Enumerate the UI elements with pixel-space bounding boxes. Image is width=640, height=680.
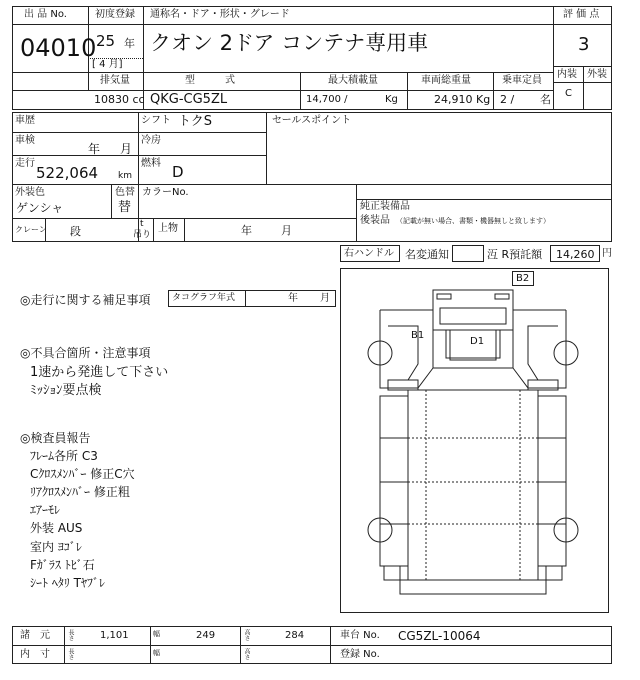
defects-title: ◎不具合箇所・注意事項 [20, 346, 151, 360]
cab-right-side [513, 310, 566, 388]
inspector-title: ◎検査員報告 [20, 431, 91, 445]
mileage-label: 走行 [15, 158, 35, 169]
rear-bumper [400, 580, 546, 594]
color-no-label: カラーNo. [142, 187, 189, 198]
inspection-month: 月 [120, 142, 133, 156]
tachograph-label: タコグラフ年式 [172, 293, 236, 303]
length-label: 長さ [67, 629, 74, 641]
upper-label: 上物 [158, 223, 178, 234]
inner-dims-label: 内 寸 [20, 649, 50, 660]
vehicle-name: クオン 2ドア コンテナ専用車 [150, 31, 429, 55]
inspector-note: 外装 AUS [30, 521, 83, 535]
mileage-unit: km [118, 171, 132, 181]
shift-value: トクS [178, 114, 212, 129]
aftermarket-label: 後装品 [360, 215, 390, 226]
registration-year: 25 [96, 32, 116, 50]
max-load-value: 14,700 / [306, 94, 348, 105]
crane-label: クレーン [15, 225, 47, 234]
mark-d1: D1 [470, 336, 485, 347]
capacity-label: 乗車定員 [502, 75, 542, 86]
mark-b1: B1 [411, 330, 425, 341]
gross-weight-label: 車両総重量 [421, 75, 471, 86]
gross-weight-value: 24,910 Kg [434, 93, 491, 106]
history-label: 車歴 [15, 115, 35, 126]
fuel-value: D [172, 163, 184, 181]
interior-grade: C [565, 88, 572, 99]
inspector-note: Cｸﾛｽﾒﾝﾊﾞｰ 修正C穴 [30, 467, 135, 481]
inspector-note: ｴｱｰﾓﾚ [30, 503, 61, 517]
rating-label: 評 価 点 [563, 9, 600, 20]
factory-equipment-label: 純正装備品 [360, 201, 410, 212]
interior-label: 内装 [557, 69, 577, 80]
dims-label: 諸 元 [20, 630, 50, 641]
registration-month: [ 4 月] [92, 59, 123, 70]
sales-point-label: セールスポイント [272, 115, 352, 126]
inner-length-label: 長さ [67, 648, 74, 660]
defect-line: 1速から発進して下さい [30, 365, 169, 380]
model-label: 型 式 [185, 75, 235, 86]
width-label: 幅 [153, 630, 160, 638]
tachograph-month: 月 [320, 293, 330, 304]
diagram-frame [341, 269, 609, 613]
inner-height-label: 高さ [243, 648, 250, 660]
shift-label: シフト [141, 115, 171, 126]
ext-color-label: 外装色 [15, 187, 45, 198]
exterior-label: 外装 [587, 69, 607, 80]
cargo-left-panel [380, 396, 408, 566]
capacity-value: 2 / [500, 93, 515, 106]
inspector-note: Fｶﾞﾗｽ ﾄﾋﾞ石 [30, 558, 95, 572]
inspector-note: 室内 ﾖｺﾞﾚ [30, 540, 82, 554]
odometer-deposit-label: 沍 R預託額 [487, 248, 543, 261]
displacement-label: 排気量 [100, 75, 130, 86]
ext-color-value: ゲンシャ [16, 201, 64, 215]
lot-number: 04010 [20, 34, 97, 62]
lot-label: 出 品 No. [24, 9, 67, 20]
yen-unit: 円 [602, 248, 612, 259]
model-code: QKG-CG5ZL [150, 92, 228, 107]
inspector-note: ﾌﾚｰﾑ各所 C3 [30, 449, 98, 463]
width-value: 249 [196, 630, 216, 641]
tachograph-year: 年 [288, 293, 298, 304]
supplement-title: ◎走行に関する補足事項 [20, 293, 151, 307]
height-label: 高さ [243, 629, 250, 641]
truck-damage-diagram [340, 268, 610, 614]
ac-label: 冷房 [141, 135, 161, 146]
right-hand-drive: 右ハンドル [344, 248, 394, 259]
registration-label: 登録 No. [340, 649, 380, 660]
year-unit: 年 [124, 37, 135, 50]
upper-month: 月 [281, 224, 292, 237]
length-value: 1,101 [100, 630, 129, 641]
defect-line: ﾐｯｼｮﾝ要点検 [30, 383, 102, 398]
crane-ton: t [140, 219, 144, 229]
inspector-note: ｼｰﾄ ﾍﾀﾘ Tﾔﾌﾞﾚ [30, 576, 105, 590]
fuel-label: 燃料 [141, 158, 161, 169]
crane-hang: 吊り [133, 230, 152, 240]
aftermarket-note: （記載が無い場合、書類・機器無しと致します） [396, 217, 550, 225]
mileage-value: 522,064 [36, 164, 99, 182]
mark-b2: B2 [516, 273, 530, 284]
mirror-left [437, 294, 451, 299]
capacity-unit: 名 [540, 93, 551, 106]
chassis-value: CG5ZL-10064 [398, 629, 481, 643]
height-value: 284 [285, 630, 305, 641]
max-load-label: 最大積載量 [328, 75, 378, 86]
deposit-amount: 14,260 [556, 248, 595, 261]
chassis-label: 車台 No. [340, 630, 380, 641]
color-swap-label: 色替 [115, 187, 135, 198]
upper-year: 年 [241, 224, 252, 237]
name-change-label: 名変通知 [405, 248, 449, 261]
inner-width-label: 幅 [153, 649, 160, 657]
vehicle-name-label: 通称名・ドア・形状・グレード [150, 9, 290, 20]
name-change-box [452, 245, 484, 262]
first-registration-label: 初度登録 [95, 9, 135, 20]
crane-stage: 段 [70, 225, 81, 238]
inspection-year: 年 [88, 142, 101, 156]
color-swap-value: 替 [118, 200, 132, 215]
inspection-label: 車検 [15, 135, 35, 146]
inspector-note: ﾘｱｸﾛｽﾒﾝﾊﾞｰ 修正粗 [30, 485, 130, 499]
mirror-right [495, 294, 509, 299]
cab-left-side [380, 310, 433, 388]
cargo-body [408, 390, 538, 580]
cargo-right-panel [538, 396, 566, 566]
displacement-value: 10830 cc [94, 93, 145, 106]
roof-panel [440, 308, 506, 324]
rating-value: 3 [578, 34, 590, 55]
max-load-unit: Kg [385, 94, 398, 105]
